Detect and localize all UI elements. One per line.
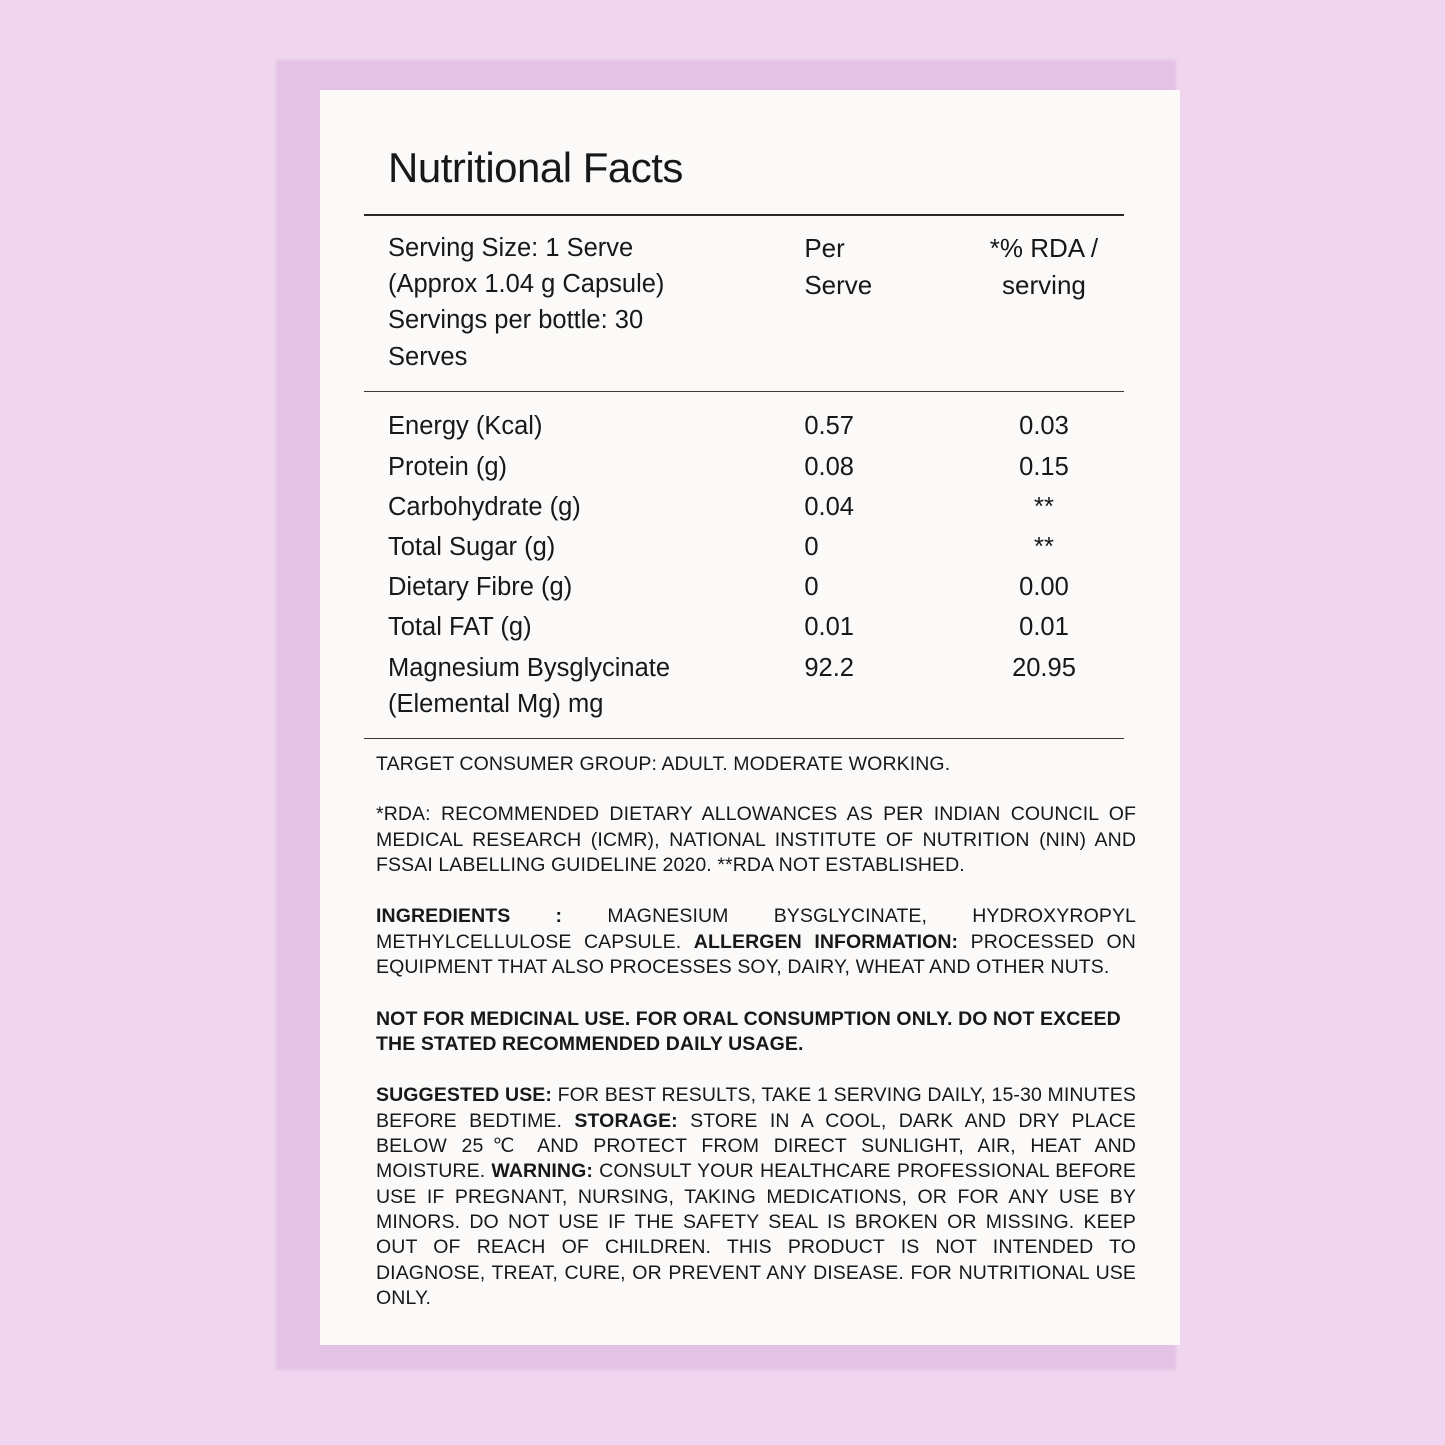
nutrient-rda: 0.00 bbox=[1019, 573, 1069, 602]
gap-2 bbox=[364, 878, 1124, 904]
nutrition-facts-table bbox=[364, 216, 1124, 391]
warning-text: CONSULT YOUR HEALTHCARE PROFESSIONAL BEFORE USE IF PREGNANT, NURSING, TAKING MEDICATIONS, OR FOR ANY USE BY MINORS. DO NOT USE IF THE SAFETY SEAL IS BROKEN OR MISSING. KEEP OUT OF REACH OF CHILDREN. THIS PRODUCT IS NOT INTENDED TO DIAGNOSE, TREAT, CURE, OR PREVENT ANY DISEASE. FOR NUTRITIONAL USE ONLY. bbox=[376, 1160, 1136, 1309]
storage-text: STORE IN A COOL, DARK AND DRY PLACE BELOW 25℃ AND PROTECT FROM DIRECT SUNLIGHT, AIR, HEAT AND MOISTURE. bbox=[376, 1109, 1137, 1183]
page-title: Nutritional Facts bbox=[388, 144, 683, 191]
nutrient-rda: ** bbox=[1034, 492, 1054, 521]
allergen-label: ALLERGEN INFORMATION: bbox=[693, 930, 959, 953]
column-header-rda bbox=[964, 216, 1124, 391]
serving-size-line-2: (Approx 1.04 g Capsule) bbox=[388, 270, 665, 299]
ingredients-block bbox=[376, 904, 1136, 980]
storage-label: STORAGE: bbox=[574, 1109, 678, 1132]
nutrient-rda: 0.03 bbox=[1019, 412, 1069, 441]
nutrient-per-serve: 0 bbox=[804, 532, 819, 561]
medicinal-notice bbox=[376, 1007, 1136, 1058]
servings-per-bottle-line-1: Servings per bottle: 30 bbox=[388, 306, 644, 335]
warning-label: WARNING: bbox=[491, 1160, 593, 1183]
suggested-use-label: SUGGESTED USE: bbox=[376, 1084, 552, 1107]
nutrient-name: Protein (g) bbox=[388, 452, 508, 481]
nutrient-per-serve: 92.2 bbox=[804, 653, 854, 682]
usage-block bbox=[376, 1083, 1136, 1311]
nutrient-per-serve: 0 bbox=[804, 573, 819, 602]
allergen-text: PROCESSED ON EQUIPMENT THAT ALSO PROCESSES SOY, DAIRY, WHEAT AND OTHER NUTS. bbox=[376, 930, 1136, 979]
nutrient-name: Total FAT (g) bbox=[388, 613, 532, 642]
column-header-rda-line-1: *% RDA / bbox=[989, 233, 1099, 263]
nutrient-rows bbox=[364, 392, 1124, 738]
nutrient-rda: ** bbox=[1034, 532, 1054, 561]
nutrient-rda: 0.15 bbox=[1019, 452, 1069, 481]
table-row bbox=[364, 607, 1124, 647]
table-row bbox=[364, 527, 1124, 567]
serving-size-block bbox=[364, 216, 794, 391]
table-row bbox=[364, 406, 1124, 446]
servings-per-bottle-line-2: Serves bbox=[388, 342, 468, 371]
column-header-rda-line-2: serving bbox=[1002, 269, 1086, 300]
nutrient-table bbox=[364, 406, 1124, 724]
nutrient-per-serve: 0.04 bbox=[804, 492, 854, 521]
rda-footnote: *RDA: RECOMMENDED DIETARY ALLOWANCES AS PER INDIAN COUNCIL OF MEDICAL RESEARCH (ICMR), NATIONAL INSTITUTE OF NUTRITION (NIN) AND FSSAI LABELLING GUIDELINE 2020. **RDA NOT ESTABLISHED. bbox=[376, 803, 1136, 877]
ingredients-text: MAGNESIUM BYSGLYCINATE, HYDROXYROPYL METHYLCELLULOSE CAPSULE. bbox=[376, 905, 1136, 953]
nutrient-per-serve: 0.57 bbox=[804, 412, 854, 441]
nutrient-rda: 20.95 bbox=[1012, 653, 1076, 682]
nutrition-label-panel bbox=[320, 90, 1180, 1345]
table-row bbox=[364, 567, 1124, 607]
gap-1 bbox=[364, 776, 1124, 802]
column-header-per-serve bbox=[794, 216, 964, 391]
column-header-per-serve-line-2: Serve bbox=[804, 269, 873, 300]
column-header-per-serve-line-1: Per bbox=[804, 233, 845, 263]
target-consumer-group: TARGET CONSUMER GROUP: ADULT. MODERATE WORKING. bbox=[376, 753, 951, 776]
serving-size-line-1: Serving Size: 1 Serve bbox=[388, 234, 634, 262]
nutrient-name: Dietary Fibre (g) bbox=[388, 573, 573, 602]
nutrient-per-serve: 0.08 bbox=[804, 452, 854, 481]
nutrient-name: Total Sugar (g) bbox=[388, 532, 556, 561]
table-header-row bbox=[364, 216, 1124, 391]
divider-bottom bbox=[364, 738, 1124, 740]
table-row bbox=[364, 648, 1124, 724]
medicinal-notice-text: NOT FOR MEDICINAL USE. FOR ORAL CONSUMPTION ONLY. DO NOT EXCEED THE STATED RECOMMENDED DAILY USAGE. bbox=[376, 1007, 1121, 1055]
table-row bbox=[364, 487, 1124, 527]
nutrient-rda: 0.01 bbox=[1019, 613, 1069, 642]
table-row bbox=[364, 447, 1124, 487]
gap-4 bbox=[364, 1057, 1124, 1083]
nutrient-name: Carbohydrate (g) bbox=[388, 492, 581, 521]
nutrient-per-serve: 0.01 bbox=[804, 613, 854, 642]
ingredients-label: INGREDIENTS : bbox=[376, 905, 563, 928]
nutrient-name: Energy (Kcal) bbox=[388, 412, 543, 441]
nutrient-name: Magnesium Bysglycinate (Elemental Mg) mg bbox=[388, 653, 671, 718]
gap-3 bbox=[364, 981, 1124, 1007]
suggested-use-text: FOR BEST RESULTS, TAKE 1 SERVING DAILY, 15-30 MINUTES BEFORE BEDTIME. bbox=[376, 1084, 1137, 1132]
